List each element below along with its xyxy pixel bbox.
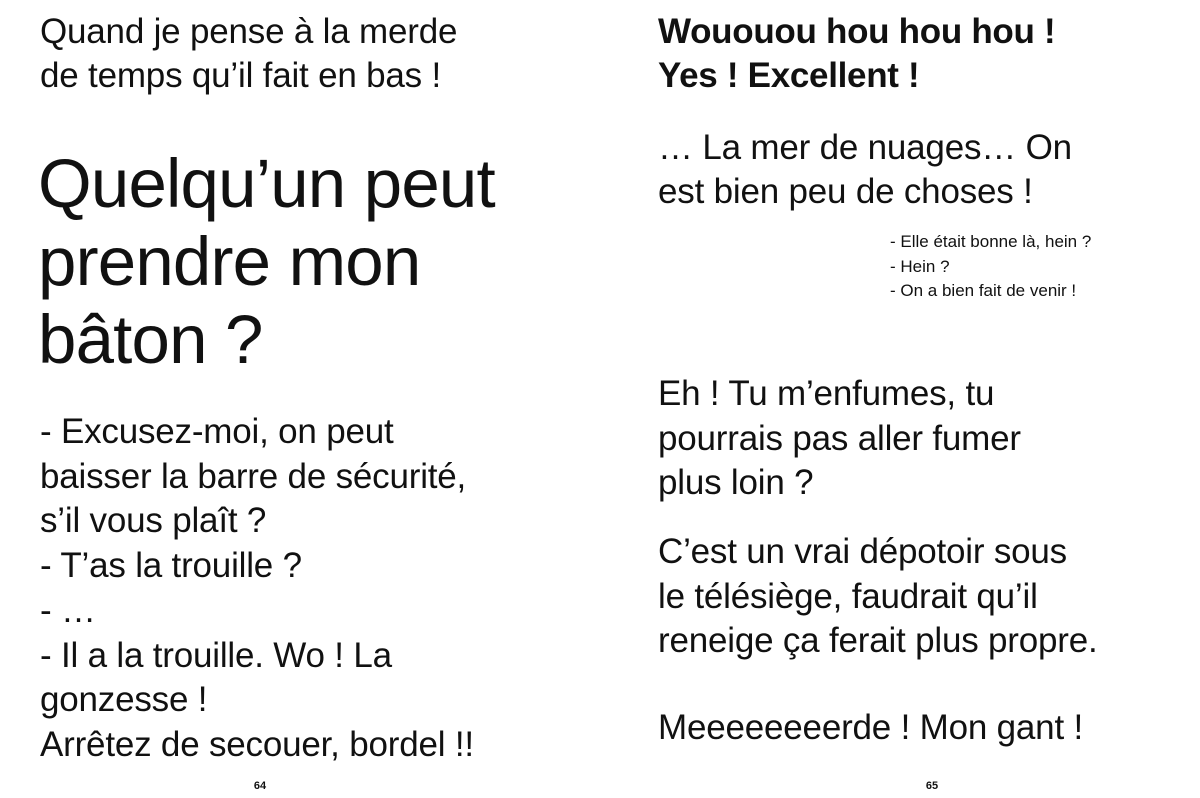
clouds-paragraph: … La mer de nuages… On est bien peu de choses ! [658,128,1072,211]
exclamation-heading: Wououou hou hou hou ! Yes ! Excellent ! [658,12,1056,95]
intro-paragraph: Quand je pense à la merde de temps qu’il fait en bas ! [40,12,458,95]
page-number-right: 65 [925,780,939,792]
chairlift-dialogue: - Excusez-moi, on peut baisser la barre de sécurité, s’il vous plaît ? - T’as la trouille ? - … - Il a la trouille. Wo ! La gonzesse ! Arrêtez de secouer, bordel !! [40,412,474,764]
glove-paragraph: Meeeeeeeerde ! Mon gant ! [658,708,1084,747]
big-question: Quelqu’un peut prendre mon bâton ? [38,145,495,378]
small-dialogue: - Elle était bonne là, hein ? - Hein ? - On a bien fait de venir ! [890,232,1092,300]
dump-paragraph: C’est un vrai dépotoir sous le télésiège, faudrait qu’il reneige ça ferait plus propre. [658,532,1098,660]
right-page [600,0,1200,798]
smoke-paragraph: Eh ! Tu m’enfumes, tu pourrais pas aller fumer plus loin ? [658,374,1021,502]
page-number-left: 64 [253,780,267,792]
